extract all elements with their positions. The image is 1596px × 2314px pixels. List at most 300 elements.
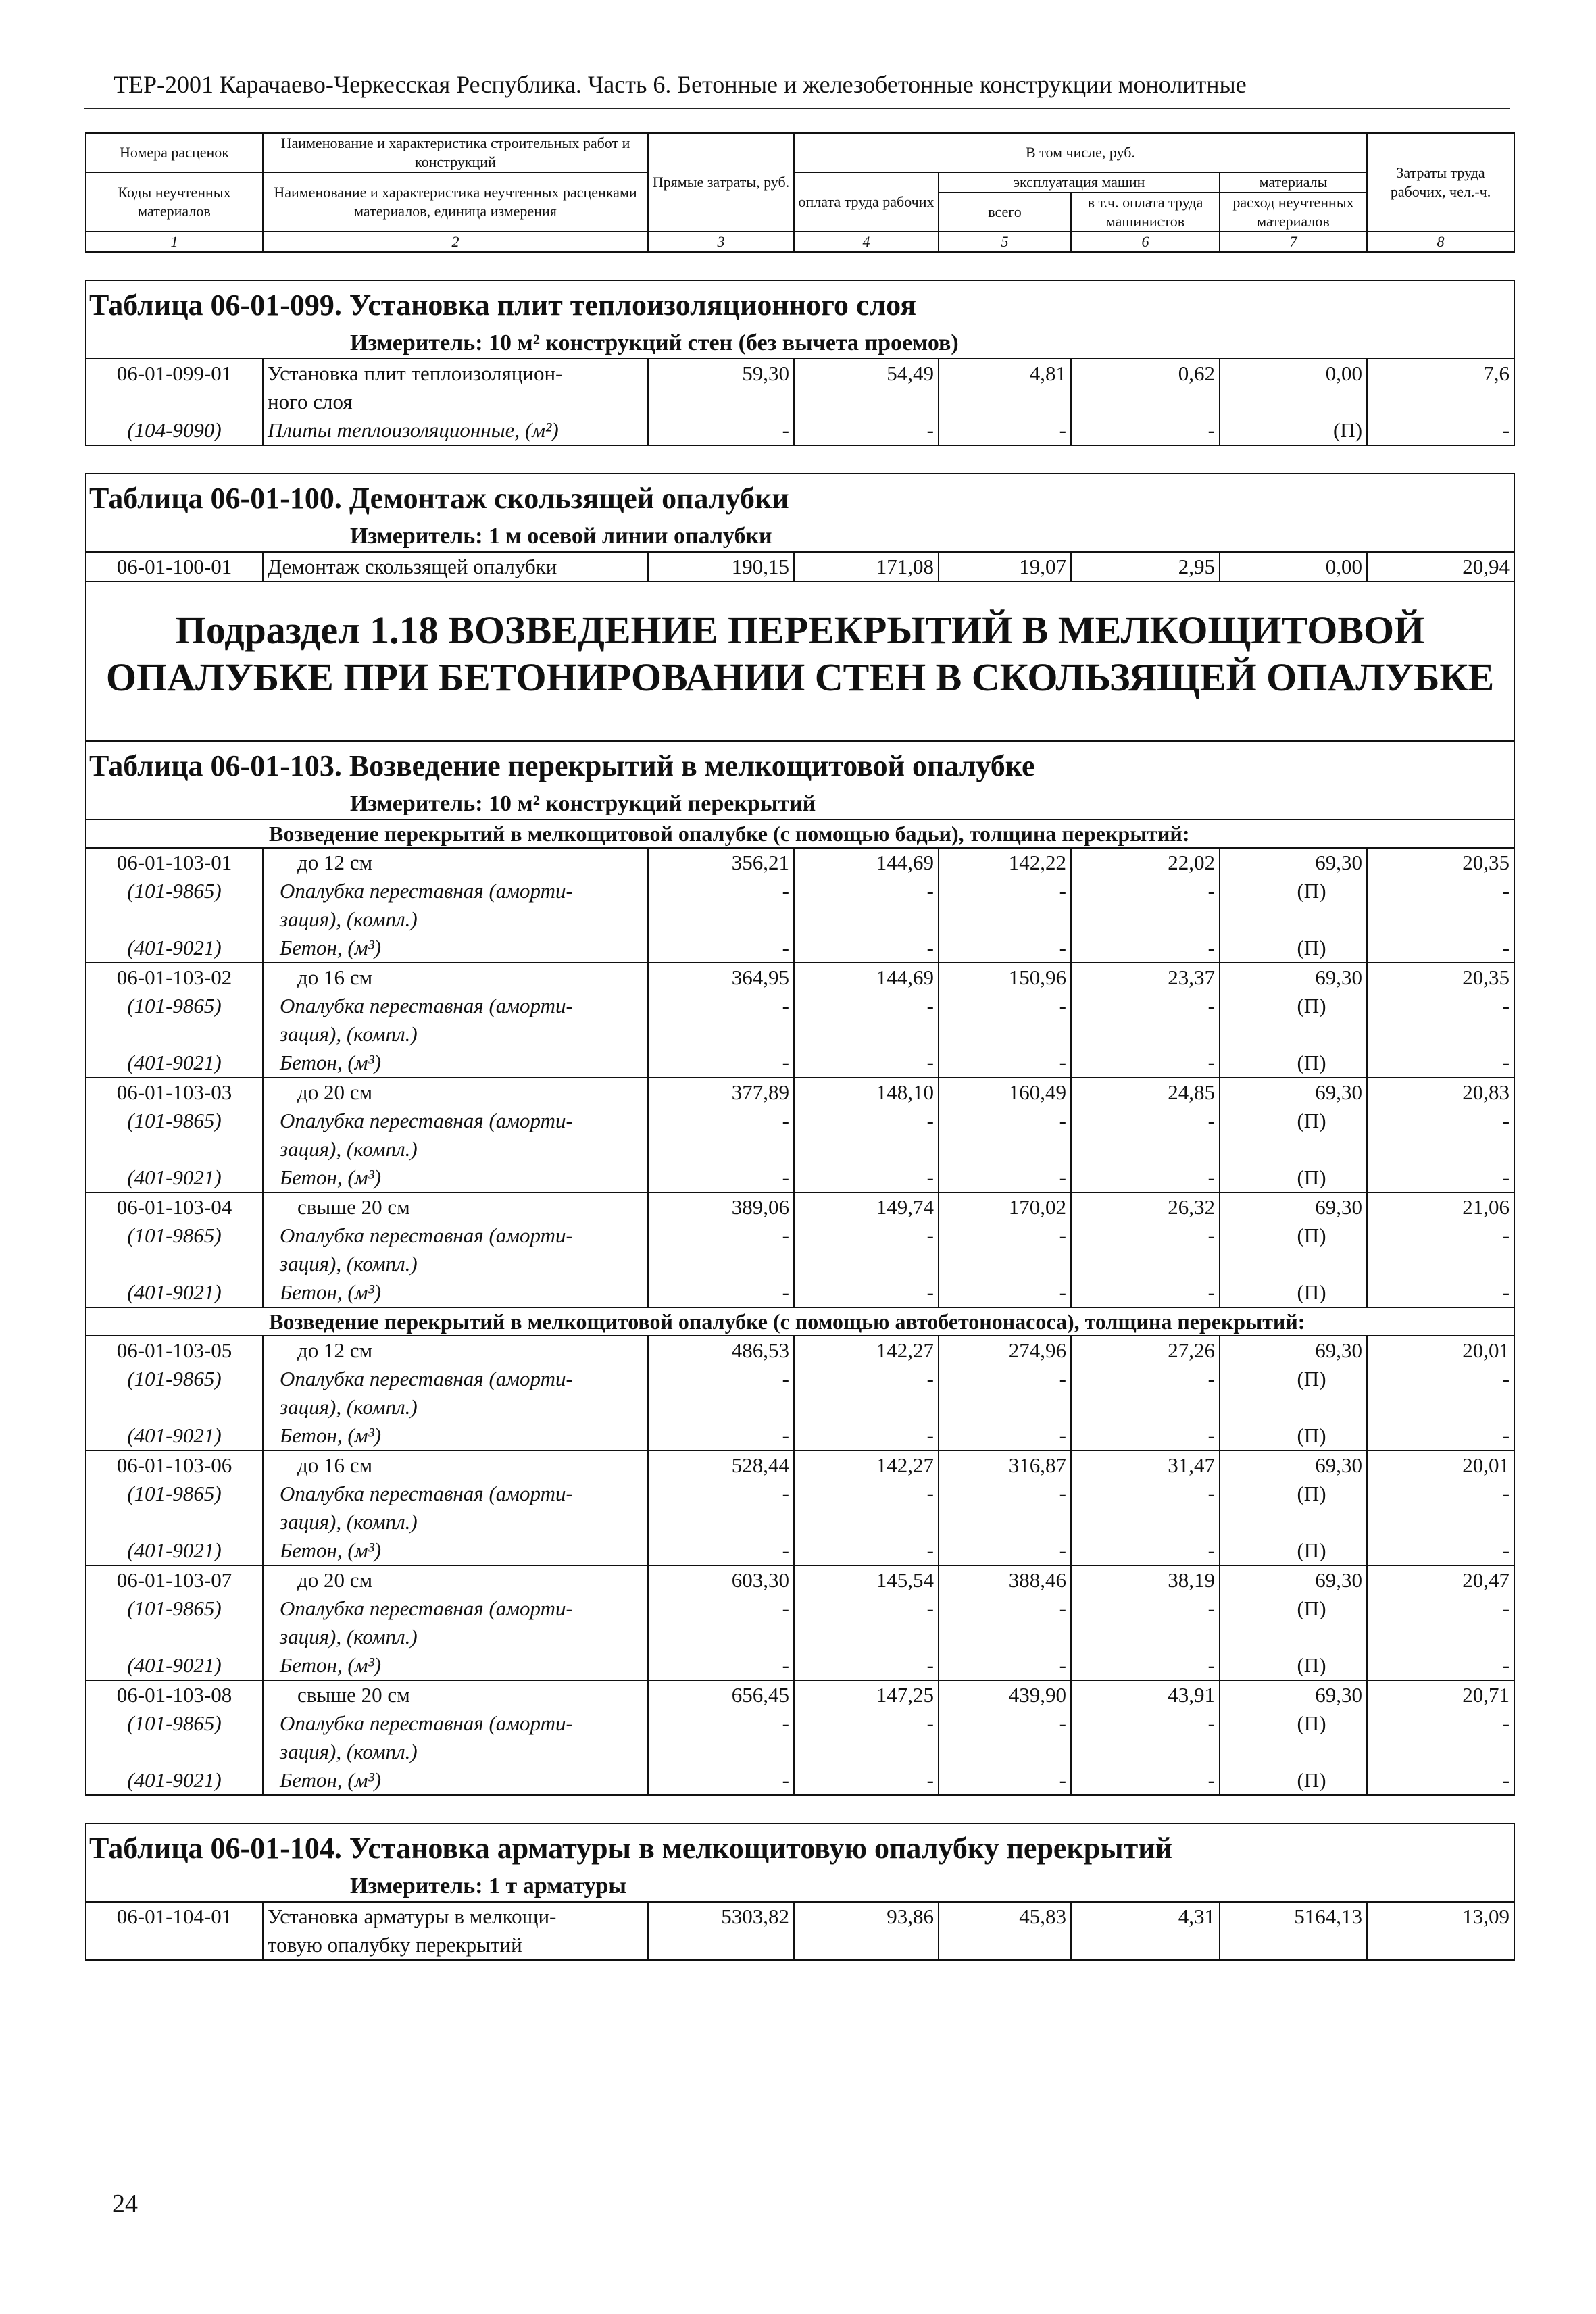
col-header-total: всего <box>939 193 1071 232</box>
cell <box>86 1393 263 1422</box>
dash: - <box>1071 1536 1220 1565</box>
dash: - <box>648 1480 794 1508</box>
dash: - <box>1367 1365 1514 1393</box>
material-name-cont: зация), (компл.) <box>263 1738 648 1766</box>
group-row <box>86 820 1514 848</box>
labor-hours <box>1367 388 1514 416</box>
dash: - <box>794 1049 939 1078</box>
table-row <box>86 848 1514 877</box>
dash: - <box>648 1107 794 1135</box>
cell <box>939 1020 1071 1049</box>
col-number: 6 <box>1071 232 1220 252</box>
material-name: Бетон, (м³) <box>263 934 648 963</box>
material-code: (101-9865) <box>86 877 263 905</box>
labor-hours: 7,6 <box>1367 359 1514 388</box>
cell <box>939 905 1071 934</box>
dash: - <box>1367 1766 1514 1795</box>
machinist-pay: 38,19 <box>1071 1565 1220 1594</box>
cell <box>794 1508 939 1536</box>
rate-code: 06-01-103-08 <box>86 1680 263 1709</box>
table-row <box>86 1393 1514 1422</box>
dash: - <box>1367 1278 1514 1307</box>
direct-cost: 603,30 <box>648 1565 794 1594</box>
labor-hours: 20,01 <box>1367 1451 1514 1480</box>
machines-total: 19,07 <box>939 552 1071 582</box>
spacer <box>86 252 1514 280</box>
table-row <box>86 416 1514 445</box>
rate-name: свыше 20 см <box>263 1680 648 1709</box>
table-row <box>86 1536 1514 1565</box>
material-code: (401-9021) <box>86 1766 263 1795</box>
rate-name: свыше 20 см <box>263 1192 648 1222</box>
cell <box>794 1738 939 1766</box>
machines-total: 170,02 <box>939 1192 1071 1222</box>
cell <box>1367 1393 1514 1422</box>
labor-pay: 144,69 <box>794 848 939 877</box>
cell <box>648 1623 794 1651</box>
materials: 69,30 <box>1220 1192 1367 1222</box>
materials <box>1220 1931 1367 1960</box>
materials-mark: (П) <box>1220 1163 1367 1192</box>
table-row <box>86 1623 1514 1651</box>
col-header-materials: материалы <box>1220 172 1367 193</box>
material-name: Бетон, (м³) <box>263 1163 648 1192</box>
measure-row-cell <box>86 789 1514 820</box>
cell <box>1220 905 1367 934</box>
materials: 69,30 <box>1220 1451 1367 1480</box>
dash: - <box>939 1163 1071 1192</box>
cell <box>1367 1250 1514 1278</box>
dash: - <box>648 1709 794 1738</box>
material-code: (101-9865) <box>86 1709 263 1738</box>
rate-code: (104-9090) <box>86 416 263 445</box>
material-code: (101-9865) <box>86 1594 263 1623</box>
spacer <box>86 1795 1514 1823</box>
rate-name: Демонтаж скользящей опалубки <box>263 552 648 582</box>
cell <box>86 1508 263 1536</box>
dash: - <box>794 1107 939 1135</box>
dash: - <box>794 1278 939 1307</box>
materials: 5164,13 <box>1220 1902 1367 1931</box>
measure-row-cell <box>86 328 1514 359</box>
section-title: Подраздел 1.18 ВОЗВЕДЕНИЕ ПЕРЕКРЫТИЙ В МЕЛКОЩИТОВОЙ ОПАЛУБКЕ ПРИ БЕТОНИРОВАНИИ СТЕН В СКОЛЬЗЯЩЕЙ ОПАЛУБКЕ <box>86 582 1514 741</box>
table-row <box>86 1422 1514 1451</box>
table-row <box>86 877 1514 905</box>
table-title: Таблица 06-01-104. Установка арматуры в мелкощитовую опалубку перекрытий <box>86 1823 1514 1871</box>
rate-code: 06-01-103-05 <box>86 1336 263 1365</box>
machines-total: 142,22 <box>939 848 1071 877</box>
rate-name: товую опалубку перекрытий <box>263 1931 648 1960</box>
machinist-pay <box>1071 388 1220 416</box>
measure-row-cell <box>86 1871 1514 1902</box>
material-code: (401-9021) <box>86 1163 263 1192</box>
table-row <box>86 1594 1514 1623</box>
labor-pay: 147,25 <box>794 1680 939 1709</box>
dash: - <box>648 1278 794 1307</box>
table-title: Таблица 06-01-103. Возведение перекрытий в мелкощитовой опалубке <box>86 741 1514 789</box>
cell <box>794 1623 939 1651</box>
material-name: Бетон, (м³) <box>263 1049 648 1078</box>
material-name: Опалубка переставная (аморти- <box>263 992 648 1020</box>
material-name-cont: зация), (компл.) <box>263 1508 648 1536</box>
dash: - <box>939 1766 1071 1795</box>
machinist-pay: 31,47 <box>1071 1451 1220 1480</box>
materials-mark: (П) <box>1220 1107 1367 1135</box>
material-code: (101-9865) <box>86 1365 263 1393</box>
cell <box>648 1738 794 1766</box>
table-row <box>86 1336 1514 1365</box>
labor-pay: 54,49 <box>794 359 939 388</box>
dash: - <box>1367 1422 1514 1451</box>
rates-table-body <box>86 133 1514 1960</box>
materials: 69,30 <box>1220 848 1367 877</box>
labor-pay: 142,27 <box>794 1336 939 1365</box>
dash: - <box>939 1480 1071 1508</box>
table-row <box>86 1565 1514 1594</box>
table-row <box>86 1738 1514 1766</box>
materials: 69,30 <box>1220 963 1367 992</box>
direct-cost: 656,45 <box>648 1680 794 1709</box>
cell <box>648 1250 794 1278</box>
rate-name: до 16 см <box>263 963 648 992</box>
labor-pay <box>794 1931 939 1960</box>
labor-hours: 13,09 <box>1367 1902 1514 1931</box>
rate-code <box>86 388 263 416</box>
col-header-direct: Прямые затраты, руб. <box>648 133 794 232</box>
dash: - <box>939 1049 1071 1078</box>
dash: - <box>648 1594 794 1623</box>
rate-code: 06-01-103-03 <box>86 1078 263 1107</box>
dash: - <box>1367 992 1514 1020</box>
direct-cost: 5303,82 <box>648 1902 794 1931</box>
dash: - <box>648 992 794 1020</box>
cell <box>1220 1623 1367 1651</box>
group-row <box>86 1307 1514 1336</box>
material-name-cont: зация), (компл.) <box>263 1250 648 1278</box>
page-title: ТЕР-2001 Карачаево-Черкесская Республика. Часть 6. Бетонные и железобетонные конструкции монолитные <box>114 71 1247 98</box>
material-code: (401-9021) <box>86 1651 263 1680</box>
dash: - <box>794 877 939 905</box>
material-name-cont: зация), (компл.) <box>263 1020 648 1049</box>
materials-mark: (П) <box>1220 1049 1367 1078</box>
cell <box>1367 1135 1514 1163</box>
machines-total: 160,49 <box>939 1078 1071 1107</box>
labor-pay: 145,54 <box>794 1565 939 1594</box>
cell <box>86 905 263 934</box>
labor-pay <box>794 388 939 416</box>
table-row <box>86 1163 1514 1192</box>
rate-code: 06-01-103-06 <box>86 1451 263 1480</box>
direct-cost: 190,15 <box>648 552 794 582</box>
materials-mark: (П) <box>1220 1222 1367 1250</box>
dash: - <box>939 992 1071 1020</box>
machines-total: 45,83 <box>939 1902 1071 1931</box>
col-header-machines: эксплуатация машин <box>939 172 1220 193</box>
cell <box>1071 1508 1220 1536</box>
materials-mark: (П) <box>1220 1365 1367 1393</box>
dash: - <box>1367 1163 1514 1192</box>
col-number: 4 <box>794 232 939 252</box>
cell <box>86 1020 263 1049</box>
dash: - <box>1367 1709 1514 1738</box>
table-row <box>86 388 1514 416</box>
machinist-pay: 27,26 <box>1071 1336 1220 1365</box>
dash: - <box>794 1365 939 1393</box>
materials-mark: (П) <box>1220 1594 1367 1623</box>
labor-hours: 20,35 <box>1367 963 1514 992</box>
spacer-row <box>86 252 1514 280</box>
dash: - <box>1071 1163 1220 1192</box>
rate-code: 06-01-100-01 <box>86 552 263 582</box>
material-name: Опалубка переставная (аморти- <box>263 1480 648 1508</box>
cell <box>648 1135 794 1163</box>
title-rule <box>84 108 1510 109</box>
rate-code: 06-01-103-02 <box>86 963 263 992</box>
cell <box>1367 1623 1514 1651</box>
table-title-row <box>86 1823 1514 1871</box>
table-row <box>86 1278 1514 1307</box>
dash: - <box>939 1278 1071 1307</box>
measure-row <box>86 789 1514 820</box>
rate-name: до 12 см <box>263 848 648 877</box>
col-header-incl-pay: в т.ч. оплата труда машинистов <box>1071 193 1220 232</box>
material-code: (401-9021) <box>86 1278 263 1307</box>
dash: - <box>1071 1480 1220 1508</box>
material-name: Опалубка переставная (аморти- <box>263 1709 648 1738</box>
dash: - <box>1071 877 1220 905</box>
dash: - <box>1367 1536 1514 1565</box>
col-number: 7 <box>1220 232 1367 252</box>
materials-mark: (П) <box>1220 1766 1367 1795</box>
rate-name: до 20 см <box>263 1565 648 1594</box>
direct-cost <box>648 388 794 416</box>
materials-mark: (П) <box>1220 1651 1367 1680</box>
material-name: Опалубка переставная (аморти- <box>263 1594 648 1623</box>
dash: - <box>794 1422 939 1451</box>
dash: - <box>939 877 1071 905</box>
table-row <box>86 552 1514 582</box>
dash: - <box>794 1536 939 1565</box>
direct-cost: 389,06 <box>648 1192 794 1222</box>
col-number: 2 <box>263 232 648 252</box>
dash: - <box>648 1222 794 1250</box>
cell <box>1071 1623 1220 1651</box>
material-name: Опалубка переставная (аморти- <box>263 1222 648 1250</box>
rate-name: Установка арматуры в мелкощи- <box>263 1902 648 1931</box>
table-title-row <box>86 474 1514 522</box>
group-title: Возведение перекрытий в мелкощитовой опалубке (с помощью автобетононасоса), толщина перекрытий: <box>86 1307 1514 1336</box>
cell <box>1071 1738 1220 1766</box>
dash: - <box>939 1365 1071 1393</box>
machines-total <box>939 1931 1071 1960</box>
materials-mark: (П) <box>1220 877 1367 905</box>
cell <box>939 1250 1071 1278</box>
dash: - <box>939 1536 1071 1565</box>
dash: - <box>648 934 794 963</box>
labor-hours: 21,06 <box>1367 1192 1514 1222</box>
cell <box>794 1393 939 1422</box>
machinist-pay: 2,95 <box>1071 552 1220 582</box>
rate-name: Установка плит теплоизоляцион- <box>263 359 648 388</box>
machines-total: 274,96 <box>939 1336 1071 1365</box>
cell <box>939 1623 1071 1651</box>
material-code: (101-9865) <box>86 992 263 1020</box>
cell <box>1220 1393 1367 1422</box>
dash: - <box>648 1365 794 1393</box>
dash: - <box>1367 1594 1514 1623</box>
material-name-cont: зация), (компл.) <box>263 1393 648 1422</box>
cell <box>1220 1020 1367 1049</box>
rate-name: ного слоя <box>263 388 648 416</box>
table-row <box>86 1135 1514 1163</box>
cell <box>794 1250 939 1278</box>
measure-row <box>86 328 1514 359</box>
cell <box>1220 1250 1367 1278</box>
table-title-row <box>86 741 1514 789</box>
dash: - <box>794 1222 939 1250</box>
table-row <box>86 1508 1514 1536</box>
col-number: 1 <box>86 232 263 252</box>
machinist-pay: 4,31 <box>1071 1902 1220 1931</box>
direct-cost: 59,30 <box>648 359 794 388</box>
material-code: (101-9865) <box>86 1480 263 1508</box>
dash: - <box>1071 1594 1220 1623</box>
measure-row-cell <box>86 522 1514 552</box>
cell <box>86 1623 263 1651</box>
labor-pay: 144,69 <box>794 963 939 992</box>
machinist-pay: 0,62 <box>1071 359 1220 388</box>
header-row <box>86 172 1514 193</box>
material-name: Бетон, (м³) <box>263 1422 648 1451</box>
cell <box>648 1508 794 1536</box>
table-title-row <box>86 280 1514 328</box>
materials-mark: (П) <box>1220 934 1367 963</box>
rate-name: до 20 см <box>263 1078 648 1107</box>
dash: - <box>794 1651 939 1680</box>
dash: - <box>1071 1222 1220 1250</box>
cell <box>939 1738 1071 1766</box>
labor-hours: 20,01 <box>1367 1336 1514 1365</box>
col-number: 3 <box>648 232 794 252</box>
dash: - <box>1071 992 1220 1020</box>
dash: - <box>1367 934 1514 963</box>
labor-pay: 149,74 <box>794 1192 939 1222</box>
cell <box>1071 1135 1220 1163</box>
cell <box>648 1020 794 1049</box>
table-row <box>86 1451 1514 1480</box>
dash: - <box>1367 1222 1514 1250</box>
rate-name: Плиты теплоизоляционные, (м²) <box>263 416 648 445</box>
cell <box>86 1250 263 1278</box>
rate-code: 06-01-103-04 <box>86 1192 263 1222</box>
table-row <box>86 934 1514 963</box>
dash: - <box>648 877 794 905</box>
materials-mark: (П) <box>1220 1278 1367 1307</box>
material-name: Опалубка переставная (аморти- <box>263 1107 648 1135</box>
rate-name: до 16 см <box>263 1451 648 1480</box>
dash: - <box>794 1480 939 1508</box>
cell <box>939 1508 1071 1536</box>
labor-pay: - <box>794 416 939 445</box>
table-row <box>86 359 1514 388</box>
machinist-pay: 43,91 <box>1071 1680 1220 1709</box>
material-name-cont: зация), (компл.) <box>263 1135 648 1163</box>
rate-code: 06-01-103-01 <box>86 848 263 877</box>
col-header-labor: Затраты труда рабочих, чел.-ч. <box>1367 133 1514 232</box>
machines-total: 439,90 <box>939 1680 1071 1709</box>
dash: - <box>648 1049 794 1078</box>
dash: - <box>794 1766 939 1795</box>
dash: - <box>1071 1422 1220 1451</box>
dash: - <box>939 1222 1071 1250</box>
col-number: 8 <box>1367 232 1514 252</box>
cell <box>1071 1393 1220 1422</box>
table-row <box>86 1651 1514 1680</box>
table-row <box>86 1020 1514 1049</box>
group-title: Возведение перекрытий в мелкощитовой опалубке (с помощью бадьи), толщина перекрытий: <box>86 820 1514 848</box>
materials-mark: (П) <box>1220 1709 1367 1738</box>
direct-cost <box>648 1931 794 1960</box>
machines-total: 388,46 <box>939 1565 1071 1594</box>
labor-pay: 171,08 <box>794 552 939 582</box>
table-row <box>86 1931 1514 1960</box>
material-name: Бетон, (м³) <box>263 1651 648 1680</box>
dash: - <box>794 1594 939 1623</box>
dash: - <box>1071 934 1220 963</box>
rate-name: до 12 см <box>263 1336 648 1365</box>
dash: - <box>1367 1107 1514 1135</box>
table-row <box>86 1480 1514 1508</box>
materials: 0,00 <box>1220 552 1367 582</box>
machinist-pay: 22,02 <box>1071 848 1220 877</box>
labor-hours: 20,83 <box>1367 1078 1514 1107</box>
machinist-pay: 26,32 <box>1071 1192 1220 1222</box>
material-name: Бетон, (м³) <box>263 1536 648 1565</box>
dash: - <box>794 1163 939 1192</box>
column-numbers-row <box>86 232 1514 252</box>
cell <box>1367 1738 1514 1766</box>
dash: - <box>939 934 1071 963</box>
dash: - <box>1071 1278 1220 1307</box>
material-name: Бетон, (м³) <box>263 1278 648 1307</box>
labor-pay: 142,27 <box>794 1451 939 1480</box>
dash: - <box>1071 1766 1220 1795</box>
table-row <box>86 992 1514 1020</box>
section-row <box>86 582 1514 741</box>
materials: (П) <box>1220 416 1367 445</box>
page-number: 24 <box>112 2190 138 2218</box>
labor-pay: 148,10 <box>794 1078 939 1107</box>
dash: - <box>939 1107 1071 1135</box>
direct-cost: 377,89 <box>648 1078 794 1107</box>
material-code: (401-9021) <box>86 1422 263 1451</box>
cell <box>1367 905 1514 934</box>
direct-cost: 528,44 <box>648 1451 794 1480</box>
measure-unit: Измеритель: 1 т арматуры <box>350 1873 626 1898</box>
direct-cost: 486,53 <box>648 1336 794 1365</box>
cell <box>1071 905 1220 934</box>
machines-total: - <box>939 416 1071 445</box>
material-name: Опалубка переставная (аморти- <box>263 1365 648 1393</box>
cell <box>648 905 794 934</box>
material-code: (401-9021) <box>86 934 263 963</box>
rate-code: 06-01-099-01 <box>86 359 263 388</box>
col-header-codes: Коды неучтенных материалов <box>86 172 263 232</box>
cell <box>794 905 939 934</box>
col-number: 5 <box>939 232 1071 252</box>
direct-cost: - <box>648 416 794 445</box>
col-header-incl: В том числе, руб. <box>794 133 1367 172</box>
